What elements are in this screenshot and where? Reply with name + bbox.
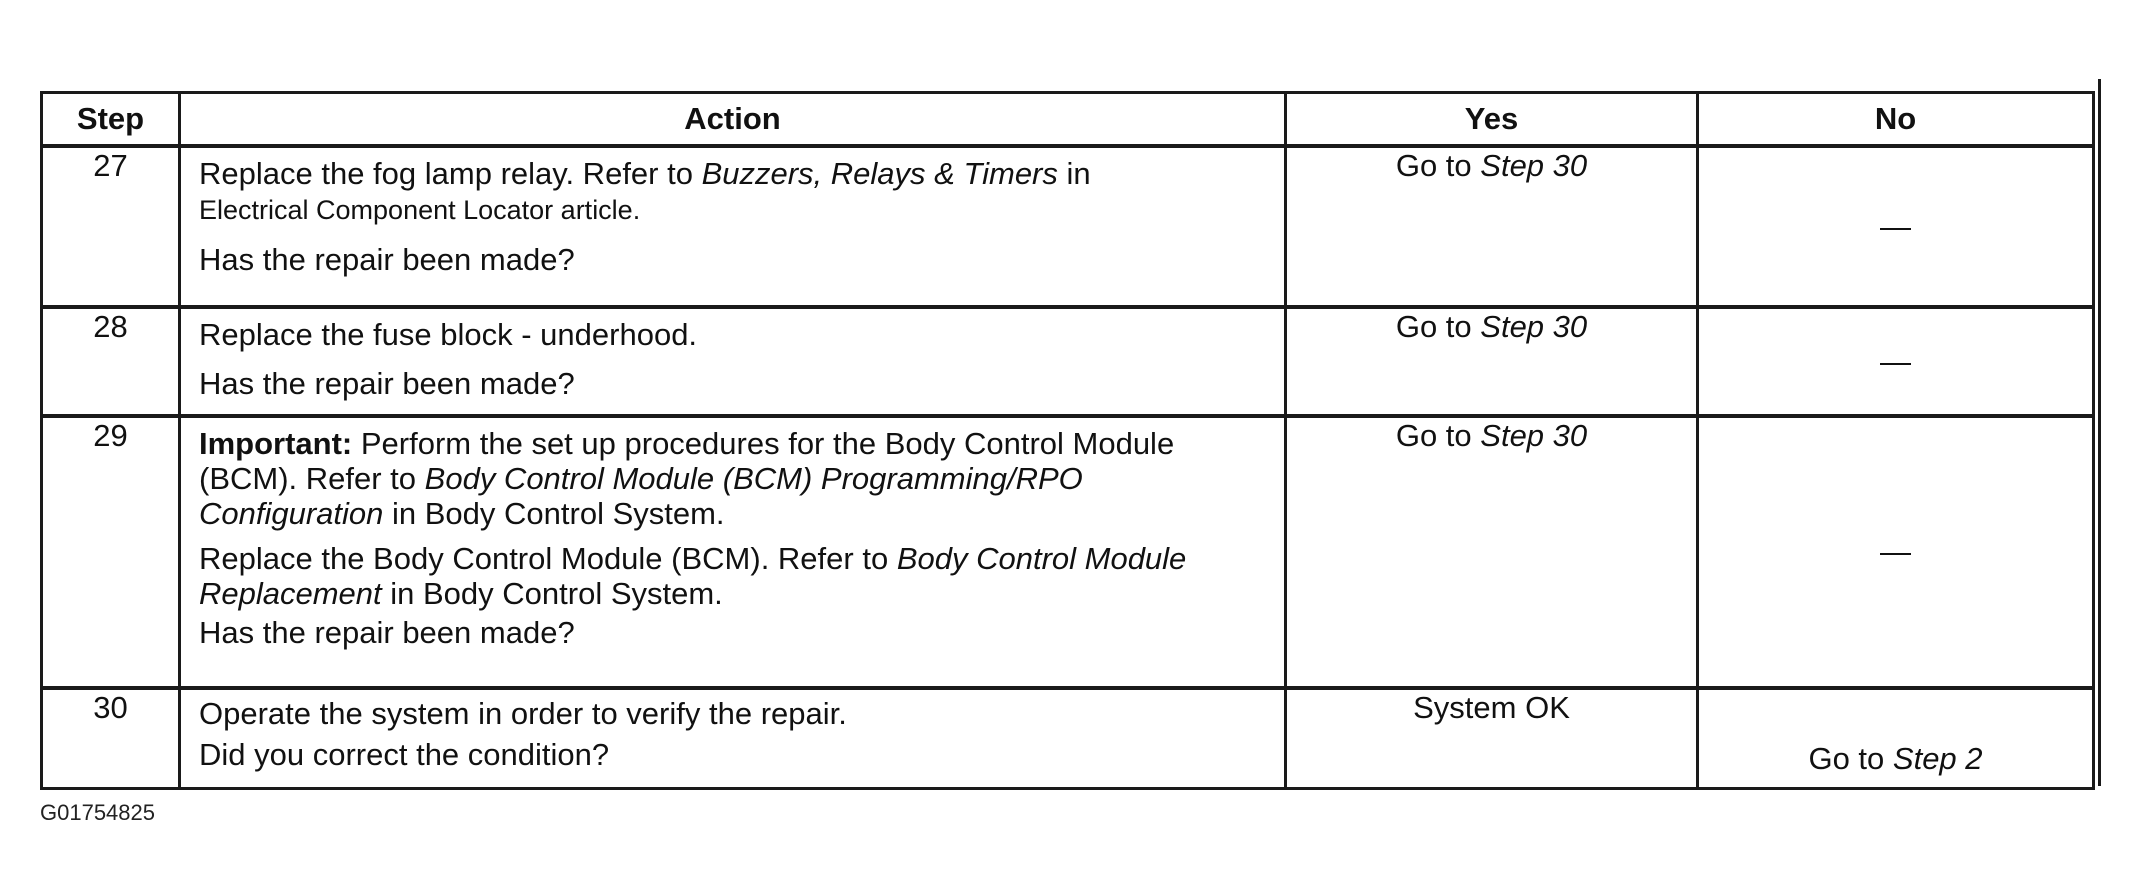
figure-id: G01754825 xyxy=(40,800,155,825)
yes-cell xyxy=(1286,307,1698,416)
table-row xyxy=(42,146,2094,307)
yes-status: System OK xyxy=(1413,690,1570,725)
no-result-dash: — xyxy=(1880,534,1911,569)
yes-result xyxy=(1287,690,1696,736)
no-cell xyxy=(1698,146,2094,307)
step-number: 30 xyxy=(42,688,180,788)
header-step: Step xyxy=(42,93,180,147)
action-cell xyxy=(180,688,1286,788)
header-row xyxy=(42,93,2094,147)
no-result-dash: — xyxy=(1880,208,1911,244)
table-row xyxy=(42,688,2094,788)
action-question: Has the repair been made? xyxy=(199,615,575,650)
go-to-step-link[interactable]: Step 30 xyxy=(1480,418,1588,453)
yes-prefix: Go to xyxy=(1395,309,1481,344)
header-action: Action xyxy=(180,93,1286,147)
table-row xyxy=(42,307,2094,416)
reference-link[interactable]: Body Control Module Replacement xyxy=(199,541,1187,611)
go-to-step-link[interactable]: Step 2 xyxy=(1892,740,1983,776)
no-result-dash: — xyxy=(1880,343,1911,379)
yes-prefix: Go to xyxy=(1395,148,1481,183)
action-text: Perform the set up procedures for the Body Control Module (BCM). Refer to xyxy=(199,426,1175,496)
header-no: No xyxy=(1698,93,2094,147)
go-to-step-link[interactable]: Step 30 xyxy=(1480,148,1588,183)
action-text: Electrical Component Locator article. xyxy=(199,195,641,225)
reference-link[interactable]: Buzzers, Relays & Timers xyxy=(701,156,1058,191)
yes-result xyxy=(1287,418,1696,464)
action-text: in Body Control System. xyxy=(383,496,725,531)
action-text: Replace the Body Control Module (BCM). Refer to xyxy=(199,541,897,576)
header-yes: Yes xyxy=(1286,93,1698,147)
right-border-rule xyxy=(2098,79,2101,786)
action-text: in Body Control System. xyxy=(381,576,723,611)
yes-prefix: Go to xyxy=(1395,418,1481,453)
action-paragraph xyxy=(199,541,1270,611)
diagnostic-procedure-table xyxy=(40,91,2095,790)
action-paragraph xyxy=(199,156,1270,228)
step-number: 27 xyxy=(42,146,180,307)
yes-result xyxy=(1287,309,1696,355)
step-number: 29 xyxy=(42,416,180,688)
action-text: in xyxy=(1057,156,1091,191)
no-cell xyxy=(1698,307,2094,416)
no-prefix: Go to xyxy=(1808,740,1893,776)
yes-result xyxy=(1287,148,1696,194)
important-label: Important: xyxy=(199,426,353,461)
step-number: 28 xyxy=(42,307,180,416)
yes-cell xyxy=(1286,416,1698,688)
action-text: Replace the fog lamp relay. Refer to xyxy=(199,156,702,191)
go-to-step-link[interactable]: Step 30 xyxy=(1480,309,1588,344)
no-cell xyxy=(1698,416,2094,688)
no-cell xyxy=(1698,688,2094,788)
yes-cell xyxy=(1286,688,1698,788)
important-note xyxy=(199,426,1270,531)
yes-cell xyxy=(1286,146,1698,307)
action-question: Did you correct the condition? xyxy=(199,737,610,772)
action-cell xyxy=(180,146,1286,307)
reference-link[interactable]: Body Control Module (BCM) Programming/RPO Configuration xyxy=(199,461,1083,531)
action-question: Has the repair been made? xyxy=(199,366,575,401)
action-cell xyxy=(180,416,1286,688)
action-paragraph: Operate the system in order to verify the repair. xyxy=(199,696,847,731)
no-result xyxy=(1699,741,2092,787)
action-paragraph: Replace the fuse block - underhood. xyxy=(199,317,698,352)
action-question: Has the repair been made? xyxy=(199,242,575,277)
action-cell xyxy=(180,307,1286,416)
table-row xyxy=(42,416,2094,688)
